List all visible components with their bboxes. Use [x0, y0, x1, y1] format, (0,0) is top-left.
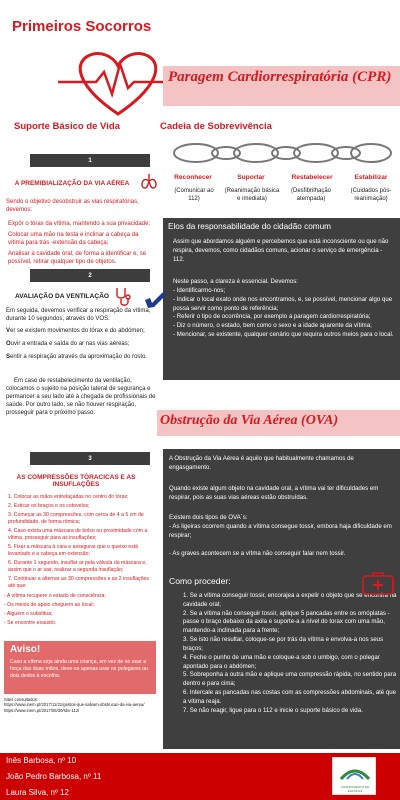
until-list [4, 593, 150, 629]
list-item: 6. Durante 1 segundo, insuflar ar pela válvula da máscara e, assim que o ar sair, realizar a segunda insuflação; [8, 560, 147, 574]
phone-icon [142, 286, 170, 319]
elos-p1: Assim que abordamos alguém e percebemos que está inconsciente ou que não respira, devemos, como cidadãos comuns, acionar o serviço de emergência - 112. [173, 238, 389, 263]
list-item: - Os meios de apoio cheguem ao local; [4, 602, 94, 609]
chain-title-4: Estabilizar [354, 174, 388, 181]
sources-label: Sites consultados: [4, 697, 38, 702]
vos-letter: O [6, 341, 11, 348]
vos-text: uvir a entrada e saída do ar nas vias aéreas; [10, 341, 130, 348]
list-item: 1. Se a vítima conseguir tossir, encorajea a expelir o objeto que se encontra na cavidade oral; [183, 592, 397, 608]
step-2-intro: Em seguida, devemos verificar a respiração da vítima, durante 10 segundos, através do VOS. [6, 308, 151, 323]
ova-p3: Existem dois tipos de OVA´s: [169, 514, 248, 521]
chain-title-2: Suportar [237, 174, 265, 181]
sources [4, 697, 164, 713]
list-item: 3. Começar as 30 compressões, com cerca de 4 a 5 cm de profundidade, de forma rítmica; [8, 512, 144, 526]
list-item: - Referir o tipo de ocorrência, por exemplo a paragem cardiorrespiratória; [173, 313, 371, 321]
list-item: 2. Se a vítima não conseguir tossir, aplique 5 pancadas entre os omóplatas - passe o braço debaixo da axila e suporte-a a nível do torax com uma mão, mantendo-a inclinada para a frente; [183, 609, 390, 635]
warning-text: Caso a vítima seja ainda uma criança, em vez de se usar a força das duas mãos, deve-se apenas usar os polegares ou dois dedos à escolha. [10, 659, 148, 680]
vos-letter: V [6, 328, 11, 334]
step-3-bar [30, 452, 150, 465]
list-item: 7. Continuar a alternar as 30 compressões e as 2 insuflações até que: [8, 576, 150, 590]
author: Laura Silva, nº 12 [6, 788, 69, 797]
list-item: 4. Feche o punho de uma mão e coloque-a sob o umbigo, com o polegar apontado para o abdómen; [183, 653, 380, 670]
list-item: - Mencionar, se existente, qualquer cenário que requira outros meios para o local. [173, 331, 394, 339]
elos-p2: Neste passo, a clareza é essencial. Devemos: [173, 278, 298, 285]
ova-title: Obstrução da Via Aérea (OVA) [160, 413, 339, 428]
sbv-heading: Suporte Básico de Vida [14, 121, 120, 132]
author: João Pedro Barbosa, nº 11 [6, 772, 102, 781]
list-item: - Identificarmo-nos; [173, 287, 226, 294]
warning-box [4, 641, 156, 694]
cpr-title: Paragem Cardiorrespiratória (CPR) [168, 69, 392, 85]
list-item: Expôr o tórax da vítima, mantendo a sua privacidade; [8, 221, 151, 227]
chain-heading: Cadeia de Sobrevivência [160, 121, 272, 132]
list-item: Colocar uma mão na testa e inclinar a cabeça da vítima para trás -extensão da cabeça; [8, 232, 139, 247]
ova-steps [183, 592, 397, 716]
source-link[interactable]: https://www.inem.pt/2017/11/21/gestos-que-salvam-obstrucao-da-via-aerea/ [4, 702, 145, 708]
step-3-number: 3 [88, 455, 92, 462]
list-item: 4. Caso exista uma máscara de bolso ou proximidade com a vítima, prosseguir para as insuflações; [8, 528, 148, 542]
chain-of-survival [160, 134, 400, 214]
list-item: 1. Colocar as mãos entrelaçadas no centro do tórax; [8, 494, 129, 500]
chain-sub-3: (Desfibrilhação atempada) [290, 188, 332, 203]
footer [0, 753, 400, 800]
vos-letter: S [6, 354, 11, 361]
list-item: 6. Intercale as pancadas nas costas com as compressões abdominais, até que a vítima reaja. [183, 689, 397, 705]
elos-title: Elos da responsabilidade do cidadão comum [168, 222, 331, 231]
ova-proceed: Como proceder: [169, 576, 231, 586]
school-logo [332, 757, 376, 795]
list-item: Analisar a cavidade oral, de forma a identificar e, se possível, retirar qualquer tipo de objetos. [8, 251, 147, 266]
chain-sub-4: (Cuidados pós-reanimação) [350, 188, 392, 203]
chain-sub-1: (Comunicar ao 112) [174, 188, 214, 203]
list-item: - As graves acontecem se a vítma não conseguir falar nem tossir. [169, 549, 346, 557]
list-item: - As ligeiras ocorrem quando a vítima consegue tossir, embora haja dificuldade em respirar; [169, 523, 392, 539]
logo-text: AGRUPAMENTO DE ESCOLAS [340, 785, 370, 793]
step-1-list [8, 220, 151, 268]
ova-types [169, 523, 395, 558]
step-3-list [8, 494, 150, 592]
vos-text: er se existem movimentos do tórax e do abdómen; [10, 328, 145, 334]
source-link[interactable]: https://www.inem.pt/2017/05/30/sbv-112/ [4, 707, 80, 713]
vos-text: entir a respiração através da aproximação do rosto. [10, 354, 148, 361]
vos-list [6, 327, 161, 361]
ova-p2: Quando existe algum objeto na cavidade oral, a vítima vai ter dificuldades em respirar, pois as suas vias aéreas estão obstruídas. [169, 485, 379, 501]
step-2-title: AVALIAÇÃO DA VENTILAÇÃO [14, 293, 110, 300]
list-item: - Diz o número, o estado, bem como o sexo e a idade aparente da vítima; [173, 322, 372, 330]
elos-box [163, 218, 400, 380]
list-item: 5. Sobreponha a outra mão e aplique uma compressão rápida, no sentido para dentro e para cima; [183, 671, 397, 688]
ova-p1: A Obstrução da Via Aérea é aquilo que habitualmente chamamos de engasgamento. [169, 455, 354, 471]
chain-sub-2: (Reanimação básica e imediata) [224, 188, 280, 203]
lungs-icon [140, 172, 158, 195]
author: Inês Barbosa, nº 10 [6, 756, 77, 765]
step-1-bar [30, 154, 150, 167]
step-2-number: 2 [88, 272, 92, 279]
chain-links-icon [168, 138, 393, 168]
elos-list [173, 287, 395, 340]
page-title: Primeiros Socorros [12, 18, 152, 35]
step-1-title: A PREMIBIALIZAÇÃO DA VIA AÉREA [14, 180, 130, 187]
list-item: - Se encontre exausto. [4, 620, 57, 627]
chain-title-3: Restabelecer [291, 174, 333, 181]
step-3-title: AS COMPRESSÕES TÓRACICAS E AS INSUFLAÇÕES [16, 474, 136, 488]
step-2-bar [30, 269, 150, 282]
step-1-intro: Sendo o objetivo desobstruir as vias respiratórias, devemos: [6, 199, 139, 214]
heart-monitor-icon [58, 42, 178, 122]
warning-title: Aviso! [10, 644, 41, 655]
list-item: - A vítima recupere o estado de consciência; [4, 593, 106, 599]
chain-title-1: Reconhecer [174, 174, 212, 181]
list-item: 2. Esticar os braços e os cotovelos; [8, 503, 90, 510]
logo-mark-icon [339, 761, 371, 783]
step-2-note: Em caso de restabelecimento da ventilação, colocamos o sujeito na posição lateral de segurança e permancer a seu lado até à chegada de profissionais de saúde. Por outro lado, se não houver respiração, prosseguir para o próximo passo. [6, 378, 156, 417]
list-item: 5. Fixar a máscara à cara e assegurar que o queixo está levantado e a cabeça em extensão; [8, 544, 139, 558]
list-item: - Indicar o local exato onde nos encontramos, e, se possível, mencionar algo que possa servir como ponto de referência; [173, 295, 393, 312]
list-item: - Alguém o substitua; [4, 611, 53, 618]
step-1-number: 1 [88, 157, 92, 164]
list-item: 7. Se não reagir, ligue para o 112 e inicie o suporte básico de vida. [183, 706, 363, 714]
list-item: 3. Se isto não resultar, coloque-se por trás da vítima e envolva-a nos seus braços; [183, 636, 384, 652]
first-aid-kit-icon [362, 571, 394, 600]
